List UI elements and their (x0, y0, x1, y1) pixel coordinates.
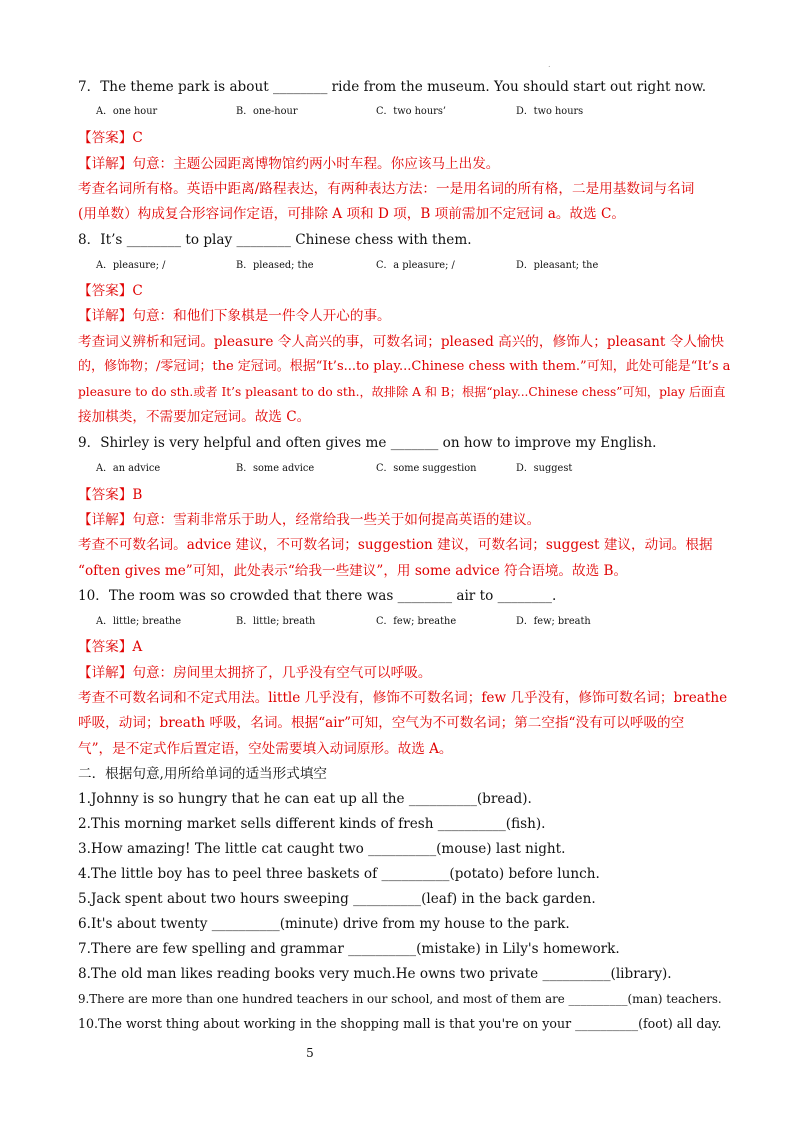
q10-option-c: C．few; breathe (376, 616, 457, 627)
q9-detail-3: “often gives me”可知，此处表示“给我一些建议”，用 some advice 符合语境。故选 B。 (78, 563, 628, 579)
fill-item-5: 5.Jack spent about two hours sweeping __________(leaf) in the back garden. (78, 891, 596, 907)
q9-answer: 【答案】B (78, 487, 143, 503)
fill-item-7: 7.There are few spelling and grammar __________(mistake) in Lily's homework. (78, 941, 620, 957)
q7-detail-2: 考查名词所有格。英语中距离/路程表达，有两种表达方法：一是用名词的所有格，二是用基数词与名词 (78, 181, 695, 197)
q7-option-a: A．one hour (96, 106, 158, 117)
q8-detail-3: 的，修饰物；/零冠词；the 定冠词。根据“It’s...to play...Chinese chess with them.”可知，此处可能是“It’s a (78, 359, 731, 374)
q9-options (96, 460, 746, 478)
q8-option-c: C．a pleasure; / (376, 260, 455, 271)
q8-detail-2: 考查词义辨析和冠词。pleasure 令人高兴的事，可数名词；pleased 高兴的，修饰人；pleasant 令人愉快 (78, 334, 725, 350)
q9-stem: 9．Shirley is very helpful and often gives me _______ on how to improve my English. (78, 435, 657, 451)
q7-detail-3: (用单数）构成复合形容词作定语，可排除 A 项和 D 项，B 项前需加不定冠词 a。故选 C。 (78, 206, 625, 222)
q8-detail-5: 接加棋类，不需要加定冠词。故选 C。 (78, 409, 311, 425)
q7-option-b: B．one-hour (236, 106, 298, 117)
fill-item-1: 1.Johnny is so hungry that he can eat up all the __________(bread). (78, 791, 532, 807)
q8-option-a: A．pleasure; / (96, 260, 166, 271)
q10-options (96, 613, 746, 631)
fill-item-10: 10.The worst thing about working in the shopping mall is that you're on your __________(foot) all day. (78, 1016, 722, 1031)
fill-item-8: 8.The old man likes reading books very much.He owns two private __________(library). (78, 966, 672, 982)
fill-item-2: 2.This morning market sells different kinds of fresh __________(fish). (78, 816, 546, 832)
page-number: 5 (306, 1046, 314, 1060)
q7-option-d: D．two hours (516, 106, 584, 117)
q7-detail-1: 【详解】句意：主题公园距离博物馆约两小时车程。你应该马上出发。 (78, 156, 500, 172)
fill-item-9: 9.There are more than one hundred teachers in our school, and most of them are __________(man) teachers. (78, 992, 722, 1006)
section-2-title: 二．根据句意,用所给单词的适当形式填空 (78, 766, 328, 782)
fill-item-4: 4.The little boy has to peel three baskets of __________(potato) before lunch. (78, 866, 600, 882)
q9-option-a: A．an advice (96, 463, 161, 474)
corner-mark: . (548, 60, 551, 69)
q8-stem: 8．It’s ________ to play ________ Chinese chess with them. (78, 232, 472, 248)
q9-detail-2: 考查不可数名词。advice 建议，不可数名词；suggestion 建议，可数名词；suggest 建议，动词。根据 (78, 537, 713, 553)
q8-detail-1: 【详解】句意：和他们下象棋是一件令人开心的事。 (78, 308, 391, 324)
q8-answer: 【答案】C (78, 283, 143, 299)
q10-detail-4: 气”，是不定式作后置定语，空处需要填入动词原形。故选 A。 (78, 741, 453, 757)
q7-answer: 【答案】C (78, 130, 143, 146)
q10-detail-1: 【详解】句意：房间里太拥挤了，几乎没有空气可以呼吸。 (78, 665, 432, 681)
fill-item-3: 3.How amazing! The little cat caught two __________(mouse) last night. (78, 841, 566, 857)
q10-option-a: A．little; breathe (96, 616, 181, 627)
q10-answer: 【答案】A (78, 639, 143, 655)
q9-option-b: B．some advice (236, 463, 315, 474)
q8-detail-4: pleasure to do sth.或者 It’s pleasant to do sth.，故排除 A 和 B；根据“play...Chinese chess”可知，play 后面直 (78, 385, 726, 399)
q9-detail-1: 【详解】句意：雪莉非常乐于助人，经常给我一些关于如何提高英语的建议。 (78, 512, 541, 528)
q7-option-c: C．two hours’ (376, 106, 446, 117)
q8-option-b: B．pleased; the (236, 260, 314, 271)
q9-option-c: C．some suggestion (376, 463, 477, 474)
fill-item-6: 6.It's about twenty __________(minute) drive from my house to the park. (78, 916, 570, 932)
q7-options (96, 103, 746, 121)
q7-stem: 7．The theme park is about ________ ride from the museum. You should start out right now. (78, 79, 707, 95)
q10-detail-2: 考查不可数名词和不定式用法。little 几乎没有，修饰不可数名词；few 几乎没有，修饰可数名词；breathe (78, 690, 728, 706)
q10-stem: 10．The room was so crowded that there was ________ air to ________. (78, 588, 557, 604)
q9-option-d: D．suggest (516, 463, 573, 474)
q10-option-d: D．few; breath (516, 616, 591, 627)
q10-option-b: B．little; breath (236, 616, 316, 627)
q10-detail-3: 呼吸，动词；breath 呼吸，名词。根据“air”可知，空气为不可数名词；第二空指“没有可以呼吸的空 (78, 715, 685, 731)
q8-options (96, 257, 746, 275)
q8-option-d: D．pleasant; the (516, 260, 599, 271)
